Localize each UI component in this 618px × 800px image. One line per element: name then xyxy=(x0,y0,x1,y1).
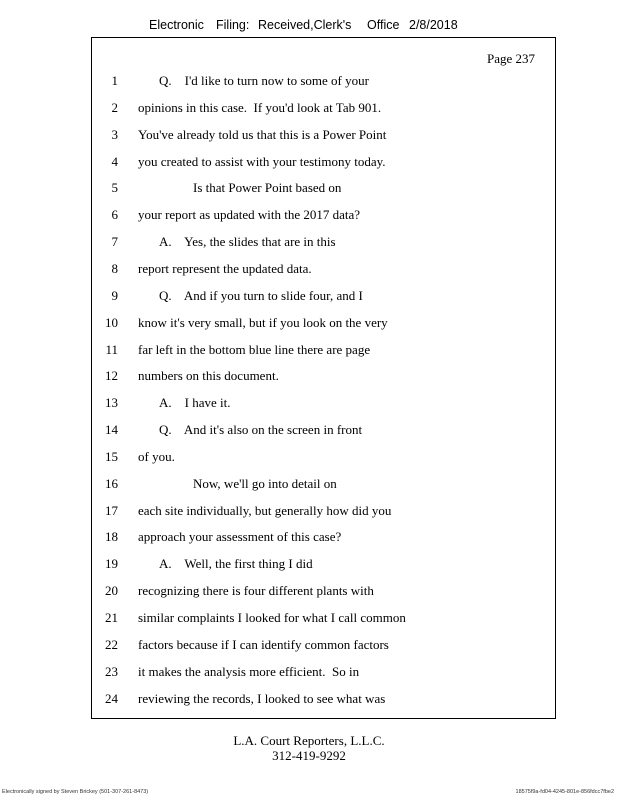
transcript-line xyxy=(0,100,618,118)
line-text: reviewing the records, I looked to see what was xyxy=(138,690,386,706)
line-text: Now, we'll go into detail on xyxy=(193,475,337,491)
transcript-line xyxy=(0,691,618,709)
line-number: 16 xyxy=(105,475,118,491)
line-text: A. Well, the first thing I did xyxy=(159,556,313,572)
line-text: Q. And it's also on the screen in front xyxy=(159,422,363,438)
transcript-line xyxy=(0,342,618,360)
header-received: Received,Clerk's xyxy=(258,18,352,32)
transcript-line xyxy=(0,610,618,628)
line-number: 10 xyxy=(105,314,118,330)
line-number: 1 xyxy=(111,73,118,88)
line-text: report represent the updated data. xyxy=(138,260,312,276)
line-number: 22 xyxy=(105,636,118,652)
line-text: approach your assessment of this case? xyxy=(138,529,342,545)
line-text: it makes the analysis more efficient. So in xyxy=(138,663,360,679)
transcript-line xyxy=(0,207,618,225)
header-date: 2/8/2018 xyxy=(409,18,458,32)
line-number: 20 xyxy=(105,583,118,599)
transcript-line xyxy=(0,288,618,306)
line-number: 12 xyxy=(105,368,118,384)
line-text: your report as updated with the 2017 data? xyxy=(138,207,361,223)
signature-right: 18575f9a-fd04-4245-801e-856fdcc7fbe2 xyxy=(515,789,614,795)
line-number: 5 xyxy=(111,180,118,196)
line-text: each site individually, but generally how did you xyxy=(138,502,392,518)
filing-header xyxy=(0,18,618,38)
footer-phone: 312-419-9292 xyxy=(272,748,346,763)
line-number: 2 xyxy=(111,99,118,115)
header-electronic: Electronic xyxy=(149,18,204,32)
transcript-line xyxy=(0,664,618,682)
line-number: 8 xyxy=(111,260,118,276)
line-text: A. I have it. xyxy=(159,395,231,411)
line-text: know it's very small, but if you look on the very xyxy=(138,314,388,330)
transcript-line xyxy=(0,583,618,601)
line-number: 21 xyxy=(105,610,118,625)
line-text: Q. I'd like to turn now to some of your xyxy=(159,73,369,88)
transcript-line xyxy=(0,73,618,91)
line-number: 14 xyxy=(105,422,118,438)
line-text: far left in the bottom blue line there are page xyxy=(138,341,371,357)
line-number: 23 xyxy=(105,663,118,679)
line-number: 18 xyxy=(105,529,118,545)
line-number: 24 xyxy=(105,690,118,706)
header-office: Office xyxy=(367,18,400,32)
transcript-line xyxy=(0,422,618,440)
line-text: factors because if I can identify common factors xyxy=(138,636,389,652)
line-text: of you. xyxy=(138,448,175,464)
transcript-line xyxy=(0,529,618,547)
transcript-line xyxy=(0,154,618,172)
transcript-line xyxy=(0,395,618,413)
line-number: 13 xyxy=(105,395,118,411)
line-text: numbers on this document. xyxy=(138,368,279,384)
transcript-line xyxy=(0,476,618,494)
header-filing: Filing: xyxy=(216,18,250,32)
line-text: Q. And if you turn to slide four, and I xyxy=(159,287,363,303)
line-number: 17 xyxy=(105,502,118,518)
transcript-line xyxy=(0,368,618,386)
transcript-line xyxy=(0,449,618,467)
signature-left: Electronically signed by Steven Brickey (501-307-261-8473) xyxy=(2,789,149,795)
line-number: 7 xyxy=(111,234,118,250)
transcript-line xyxy=(0,180,618,198)
line-text: A. Yes, the slides that are in this xyxy=(159,234,336,250)
transcript-line xyxy=(0,503,618,521)
line-number: 9 xyxy=(111,287,118,303)
footer-company: L.A. Court Reporters, L.L.C. xyxy=(233,733,385,748)
line-text: opinions in this case. If you'd look at Tab 901. xyxy=(138,99,382,115)
line-number: 11 xyxy=(105,341,118,357)
transcript-line xyxy=(0,556,618,574)
line-text: you created to assist with your testimony today. xyxy=(138,153,386,169)
line-number: 6 xyxy=(111,207,118,223)
transcript-line xyxy=(0,637,618,655)
line-text: recognizing there is four different plants with xyxy=(138,583,374,599)
transcript-line xyxy=(0,261,618,279)
line-text: similar complaints I looked for what I call common xyxy=(138,610,406,625)
transcript-line xyxy=(0,315,618,333)
line-number: 3 xyxy=(111,126,118,142)
line-number: 19 xyxy=(105,556,118,572)
line-number: 4 xyxy=(111,153,118,169)
transcript-line xyxy=(0,234,618,252)
page-number: Page 237 xyxy=(486,51,535,66)
line-text: You've already told us that this is a Power Point xyxy=(138,126,387,142)
transcript-line xyxy=(0,127,618,145)
line-number: 15 xyxy=(105,448,118,464)
line-text: Is that Power Point based on xyxy=(193,180,342,196)
